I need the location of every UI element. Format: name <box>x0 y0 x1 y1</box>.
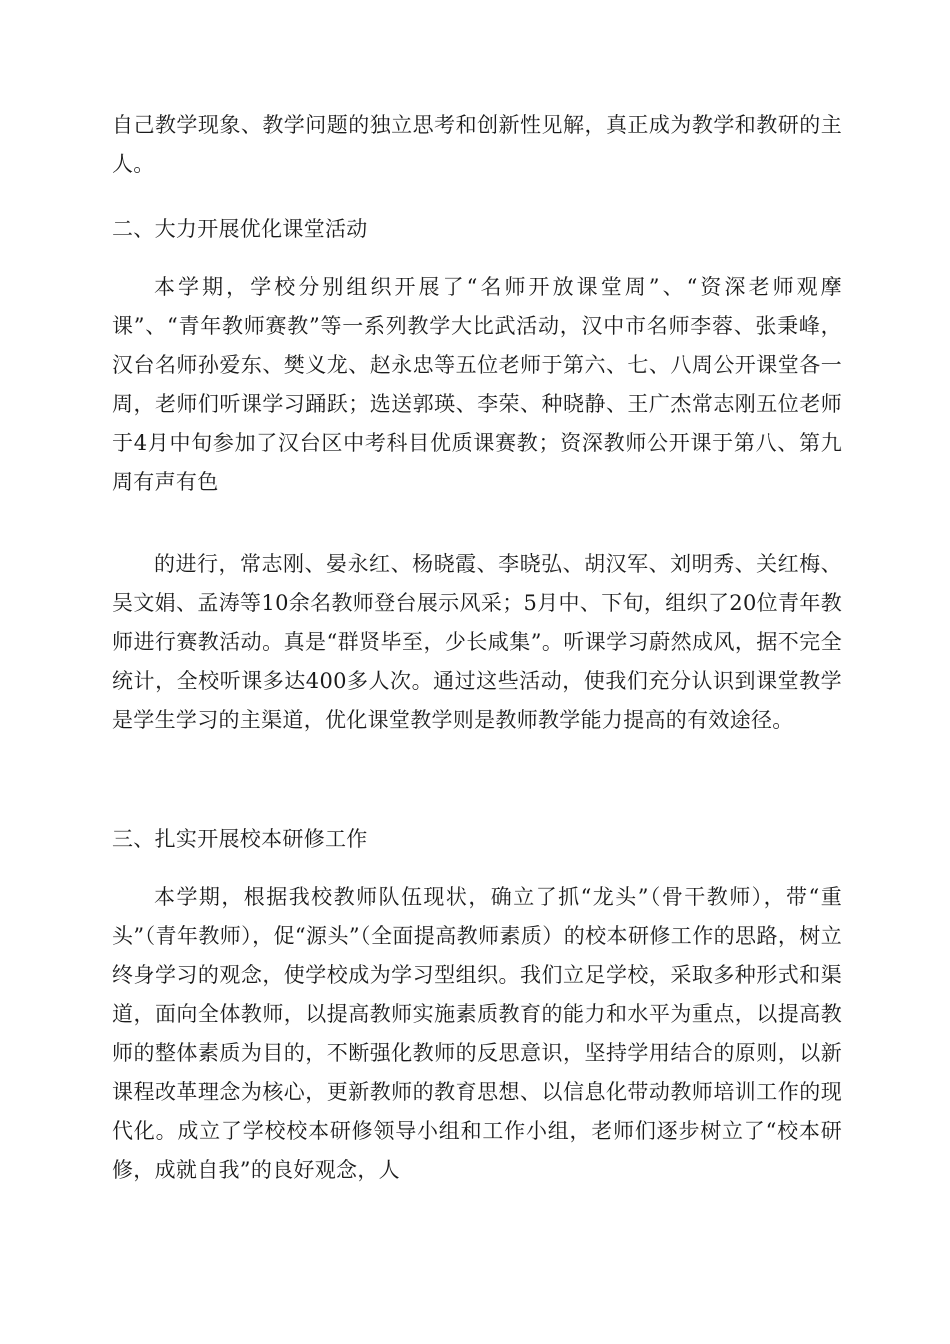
section-heading-3: 三、扎实开展校本研修工作 <box>112 827 368 851</box>
section-3-paragraph: 本学期，根据我校教师队伍现状，确立了抓“龙头”（骨干教师），带“重头”（青年教师），促“源头”（全面提高教师素质）的校本研修工作的思路，树立终身学习的观念，使学校成为学习型组织。我们立足学校，采取多种形式和渠道，面向全体教师，以提高教师实施素质教育的能力和水平为重点，以提高教师的整体素质为目的，不断强化教师的反思意识，坚持学用结合的原则，以新课程改革理念为核心，更新教师的教育思想、以信息化带动教师培训工作的现代化。成立了学校校本研修领导小组和工作小组，老师们逐步树立了“校本研修，成就自我”的良好观念，人 <box>112 885 842 1182</box>
continuation-paragraph: 自己教学现象、教学问题的独立思考和创新性见解，真正成为教学和教研的主人。 <box>112 113 842 176</box>
section-heading-2: 二、大力开展优化课堂活动 <box>112 217 368 241</box>
section-2-paragraph-1: 本学期，学校分别组织开展了“名师开放课堂周”、“资深老师观摩课”、“青年教师赛教”等一系列教学大比武活动，汉中市名师李蓉、张秉峰，汉台名师孙爱东、樊义龙、赵永忠等五位老师于第六、七、八周公开课堂各一周，老师们听课学习踊跃；选送郭瑛、李荣、种晓静、王广杰常志刚五位老师于4月中旬参加了汉台区中考科目优质课赛教；资深教师公开课于第八、第九周有声有色 <box>112 275 842 494</box>
section-2-paragraph-2: 的进行，常志刚、晏永红、杨晓霞、李晓弘、胡汉军、刘明秀、关红梅、吴文娟、孟涛等10余名教师登台展示风采；5月中、下旬，组织了20位青年教师进行赛教活动。真是“群贤毕至，少长咸集”。听课学习蔚然成风，据不完全统计，全校听课多达400多人次。通过这些活动，使我们充分认识到课堂教学是学生学习的主渠道，优化课堂教学则是教师教学能力提高的有效途径。 <box>112 552 842 732</box>
